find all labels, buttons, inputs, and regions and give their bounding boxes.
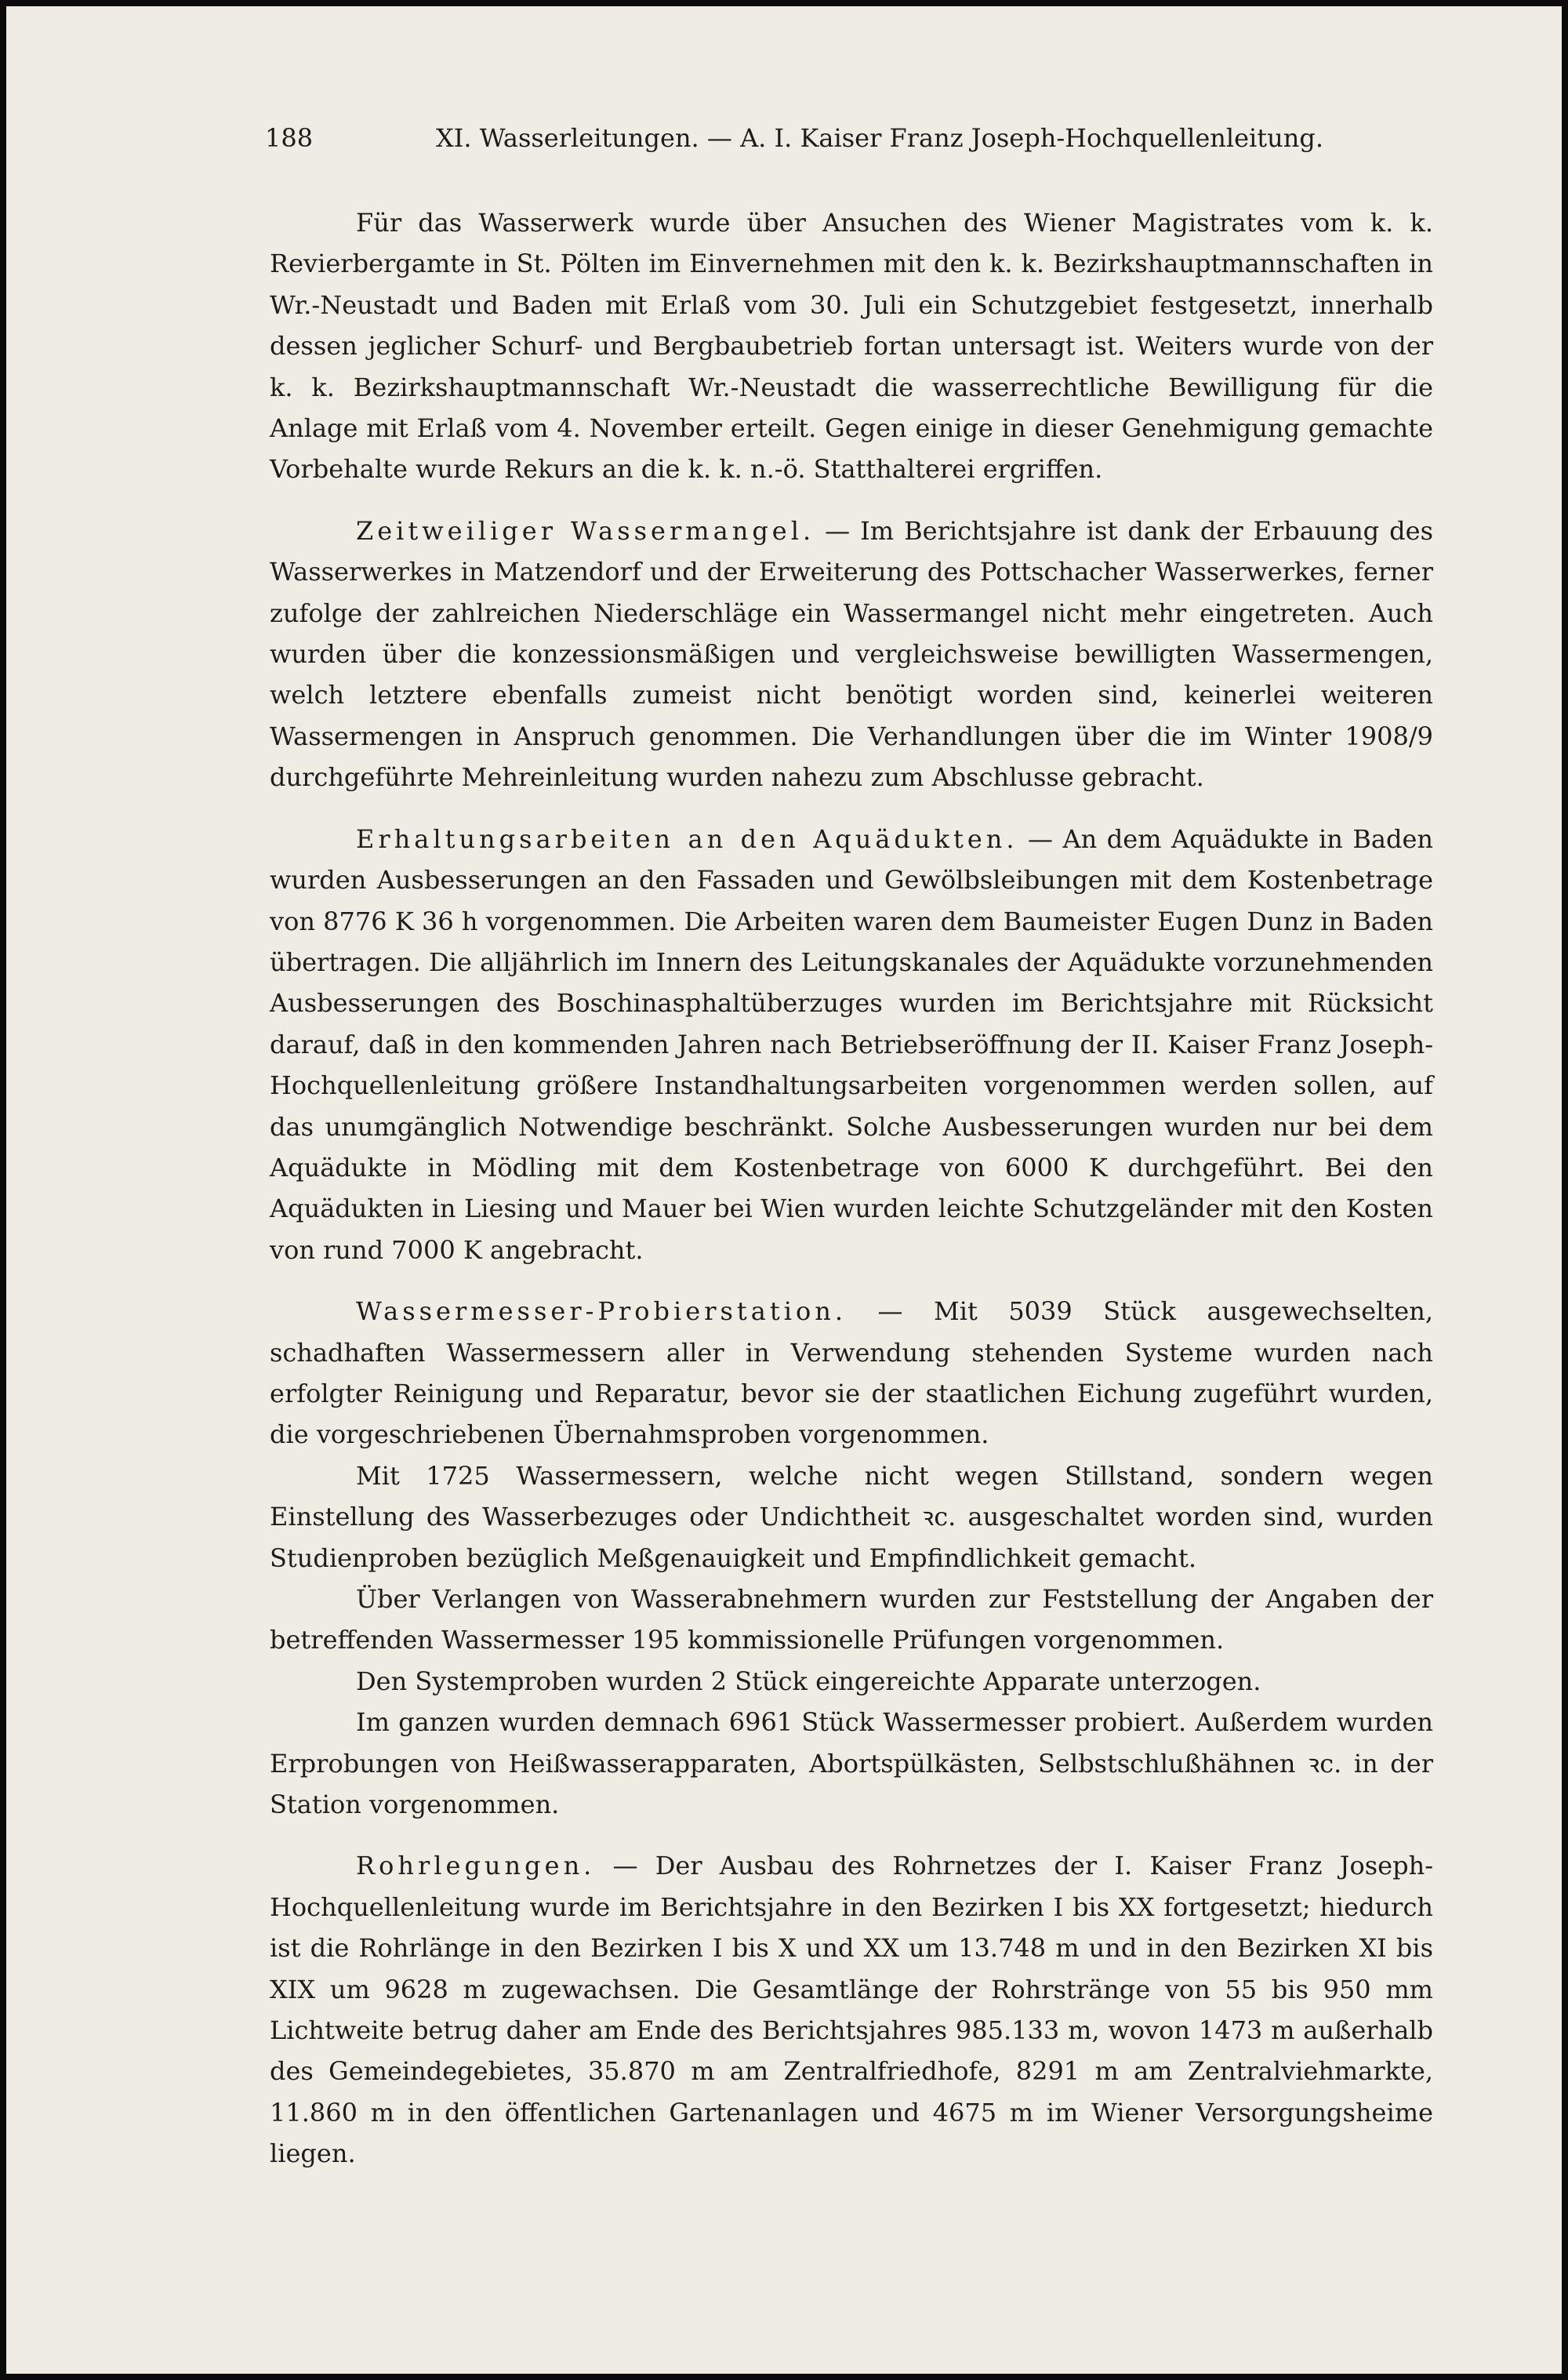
section-heading: Erhaltungsarbeiten an den Aquädukten. bbox=[356, 823, 1018, 854]
paragraph-text: Den Systemproben wurden 2 Stück eingereichte Apparate unterzogen. bbox=[356, 1666, 1261, 1696]
paragraph-rohrlegungen bbox=[270, 1845, 1433, 2174]
body-text bbox=[270, 202, 1433, 2175]
paragraph-text: — An dem Aquädukte in Baden wurden Ausbesserungen an den Fassaden und Gewölbsleibungen mit dem Kostenbetrage von 8776 K 36 h vorgenommen. Die Arbeiten waren dem Baumeister Eugen Dunz in Baden übertragen. Die alljährlich im Innern des Leitungskanales der Aquädukte vorzunehmenden Ausbesserungen des Boschinasphaltüberzuges wurden im Berichtsjahre mit Rücksicht darauf, daß in den kommenden Jahren nach Betriebseröffnung der II. Kaiser Franz Joseph-Hochquellenleitung größere Instandhaltungsarbeiten vorgenommen werden sollen, auf das unumgänglich Notwendige beschränkt. Solche Ausbesserungen wurden nur bei dem Aquädukte in Mödling mit dem Kostenbetrage von 6000 K durchgeführt. Bei den Aquädukten in Liesing und Mauer bei Wien wurden leichte Schutzgeländer mit den Kosten von rund 7000 K angebracht. bbox=[270, 823, 1434, 1265]
paragraph-text: Im ganzen wurden demnach 6961 Stück Wassermesser probiert. Außerdem wurden Erprobungen von Heißwasserapparaten, Abortspülkästen, Selbstschlußhähnen ꝛc. in der Station vorgenommen. bbox=[270, 1707, 1433, 1820]
paragraph-studienproben bbox=[270, 1455, 1433, 1579]
chapter-title: XI. Wasserleitungen. — A. I. Kaiser Franz Joseph-Hochquellenleitung. bbox=[436, 123, 1324, 153]
document-page bbox=[6, 6, 1562, 2374]
paragraph-text: — Mit 5039 Stück ausgewechselten, schadhaften Wassermessern aller in Verwendung stehenden Systeme wurden nach erfolgter Reinigung und Reparatur, bevor sie der staatlichen Eichung zugeführt wurden, die vorgeschriebenen Übernahmsproben vorgenommen. bbox=[270, 1296, 1433, 1450]
section-heading: Rohrlegungen. bbox=[356, 1851, 596, 1881]
paragraph-pruefungen bbox=[270, 1579, 1433, 1661]
paragraph-erprobungen bbox=[270, 1702, 1433, 1825]
paragraph-text: Über Verlangen von Wasserabnehmern wurden zur Feststellung der Angaben der betreffenden Wassermesser 195 kommissionelle Prüfungen vorgenommen. bbox=[270, 1584, 1433, 1655]
paragraph-text: Mit 1725 Wassermessern, welche nicht wegen Stillstand, sondern wegen Einstellung des Wasserbezuges oder Undichtheit ꝛc. ausgeschaltet worden sind, wurden Studienproben bezüglich Meßgenauigkeit und Empfindlichkeit gemacht. bbox=[270, 1460, 1433, 1573]
paragraph-systemproben bbox=[270, 1661, 1433, 1702]
section-heading: Zeitweiliger Wassermangel. bbox=[356, 515, 815, 546]
paragraph-text: Für das Wasserwerk wurde über Ansuchen des Wiener Magistrates vom k. k. Revierbergamte in St. Pölten im Einvernehmen mit den k. k. Bezirkshauptmannschaften in Wr.-Neustadt und Baden mit Erlaß vom 30. Juli ein Schutzgebiet festgesetzt, innerhalb dessen jeglicher Schurf- und Bergbaubetrieb fortan untersagt ist. Weiters wurde von der k. k. Bezirkshauptmannschaft Wr.-Neustadt die wasserrechtliche Bewilligung für die Anlage mit Erlaß vom 4. November erteilt. Gegen einige in dieser Genehmigung gemachte Vorbehalte wurde Rekurs an die k. k. n.-ö. Statthalterei ergriffen. bbox=[270, 208, 1433, 485]
paragraph-erhaltungsarbeiten bbox=[270, 819, 1433, 1270]
paragraph-zeitweiliger-wassermangel bbox=[270, 511, 1433, 798]
page-number: 188 bbox=[265, 123, 314, 153]
running-head bbox=[265, 114, 1324, 162]
section-heading: Wassermesser-Probierstation. bbox=[356, 1296, 847, 1327]
paragraph-text: — Im Berichtsjahre ist dank der Erbauung des Wasserwerkes in Matzendorf und der Erweiterung des Pottschacher Wasserwerkes, ferner zufolge der zahlreichen Niederschläge ein Wassermangel nicht mehr eingetreten. Auch wurden über die konzessionsmäßigen und vergleichsweise bewilligten Wassermengen, welch letztere ebenfalls zumeist nicht benötigt worden sind, keinerlei weiteren Wassermengen in Anspruch genommen. Die Verhandlungen über die im Winter 1908/9 durchgeführte Mehreinleitung wurden nahezu zum Abschlusse gebracht. bbox=[270, 515, 1434, 793]
paragraph-schutzgebiet bbox=[270, 202, 1433, 490]
paragraph-probierstation bbox=[270, 1291, 1433, 1455]
paragraph-text: — Der Ausbau des Rohrnetzes der I. Kaiser Franz Joseph-Hochquellenleitung wurde im Berichtsjahre in den Bezirken I bis XX fortgesetzt; hiedurch ist die Rohrlänge in den Bezirken I bis X und XX um 13.748 m und in den Bezirken XI bis XIX um 9628 m zugewachsen. Die Gesamtlänge der Rohrstränge von 55 bis 950 mm Lichtweite betrug daher am Ende des Berichtsjahres 985.133 m, wovon 1473 m außerhalb des Gemeindegebietes, 35.870 m am Zentralfriedhofe, 8291 m am Zentralviehmarkte, 11.860 m in den öffentlichen Gartenanlagen und 4675 m im Wiener Versorgungsheime liegen. bbox=[270, 1851, 1433, 2169]
